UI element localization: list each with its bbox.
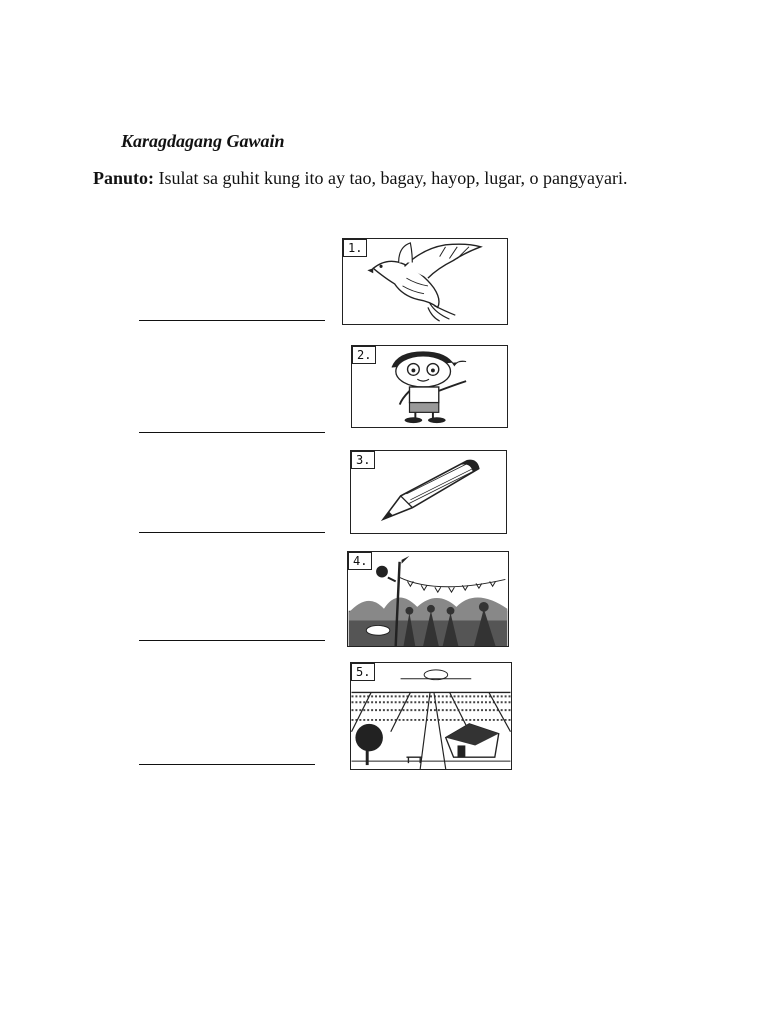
item-number-2: 2. [352, 346, 376, 364]
instructions [93, 166, 676, 190]
answer-line-4[interactable] [139, 640, 325, 641]
picture-item-1 [342, 238, 508, 325]
picture-item-3 [350, 450, 507, 534]
item-number-5: 5. [351, 663, 375, 681]
picture-item-2 [351, 345, 508, 428]
activity-title: Karagdagang Gawain [121, 131, 285, 151]
answer-line-2[interactable] [139, 432, 325, 433]
answer-line-5[interactable] [139, 764, 315, 765]
item-number-4: 4. [348, 552, 372, 570]
answer-line-3[interactable] [139, 532, 325, 533]
answer-line-1[interactable] [139, 320, 325, 321]
instructions-text: Isulat sa guhit kung ito ay tao, bagay, hayop, lugar, o pangyayari. [154, 168, 628, 188]
bird-icon [343, 239, 507, 324]
picture-item-4 [347, 551, 509, 647]
item-number-1: 1. [343, 239, 367, 257]
instructions-label: Panuto: [93, 168, 155, 188]
picture-item-5 [350, 662, 512, 770]
item-number-3: 3. [351, 451, 375, 469]
